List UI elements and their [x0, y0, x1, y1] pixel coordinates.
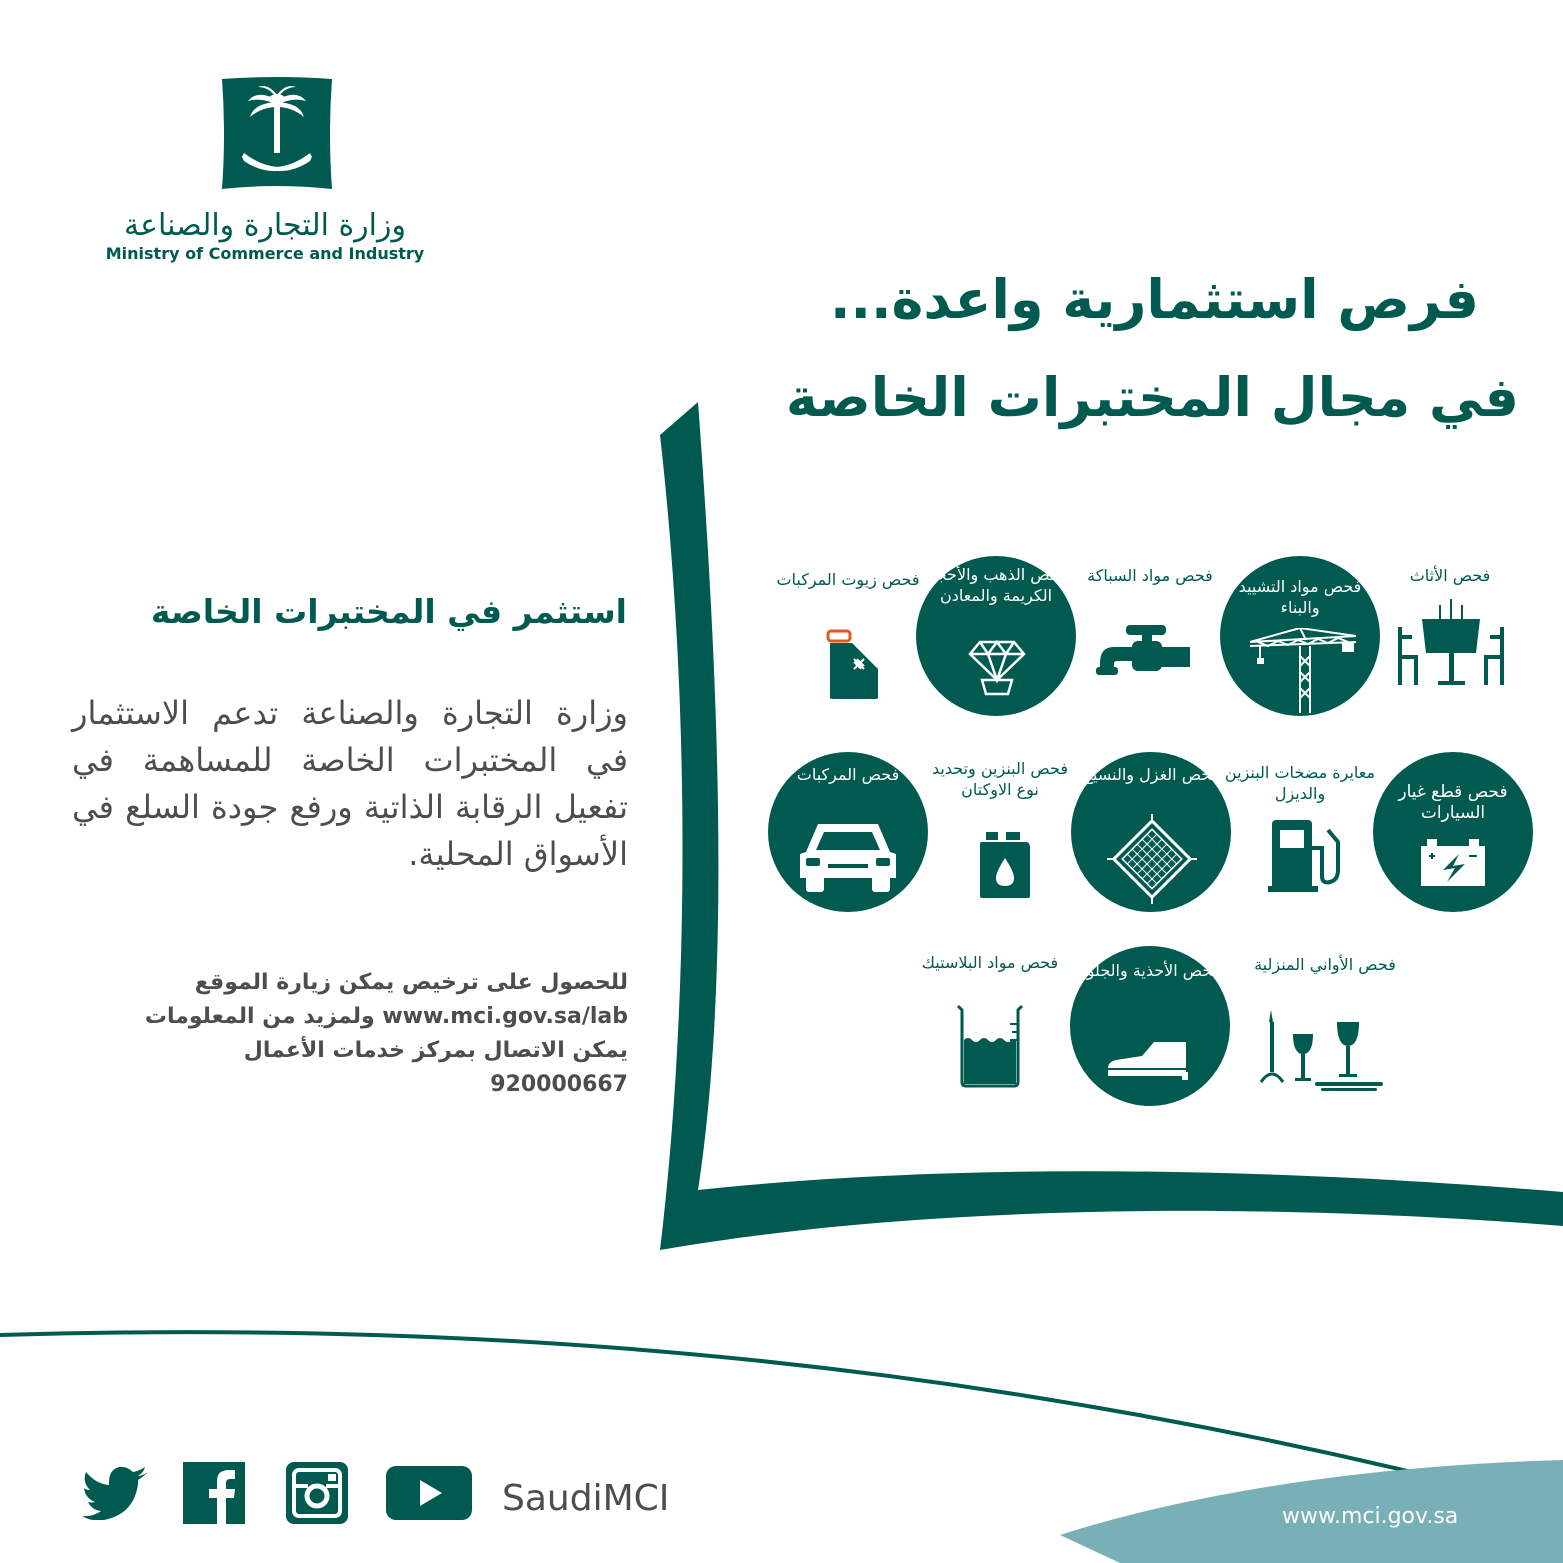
- faucet-icon: [1096, 619, 1196, 689]
- contact-line: للحصول على ترخيص يمكن زيارة الموقع: [194, 970, 628, 995]
- item-household-utensils: [1245, 948, 1405, 1108]
- item-shoes-leather: [1070, 946, 1230, 1106]
- shoe-icon: [1106, 1042, 1192, 1082]
- instagram-icon[interactable]: [286, 1462, 348, 1524]
- item-textiles: [1071, 752, 1231, 912]
- item-plastics: [910, 948, 1070, 1108]
- item-label: فحص زيوت المركبات: [776, 570, 920, 589]
- headline-line-1: فرص استثمارية واعدة...: [829, 268, 1479, 331]
- item-label: فحص قطع غيار السيارات: [1398, 782, 1508, 823]
- contact-line: يمكن الاتصال بمركز خدمات الأعمال: [243, 1038, 628, 1063]
- furniture-icon: [1396, 597, 1506, 687]
- tableware-icon: [1259, 1010, 1383, 1094]
- item-label: فحص الأواني المنزلية: [1254, 955, 1396, 974]
- item-construction: [1220, 556, 1380, 716]
- item-label: معايرة مضخات البنزين والديزل: [1224, 763, 1376, 803]
- fabric-icon: [1107, 814, 1197, 904]
- item-label: فحص الأحذية والجلود: [1079, 961, 1221, 980]
- social-handle[interactable]: SaudiMCI: [502, 1478, 670, 1519]
- item-label: فحص مواد السباكة: [1087, 566, 1213, 585]
- facebook-icon[interactable]: [183, 1462, 245, 1524]
- item-label: فحص مواد البلاستيك: [921, 953, 1059, 972]
- ministry-name-arabic: وزارة التجارة والصناعة: [124, 208, 406, 243]
- twitter-icon[interactable]: [82, 1466, 150, 1520]
- fuel-pump-icon: [1268, 818, 1348, 894]
- battery-icon: [1417, 836, 1489, 888]
- contact-link-line[interactable]: www.mci.gov.sa/lab ولمزيد من المعلومات: [144, 1004, 628, 1029]
- item-fuel-pumps: [1220, 752, 1380, 912]
- section-subtitle: استثمر في المختبرات الخاصة: [150, 592, 627, 631]
- car-icon: [798, 818, 898, 894]
- oil-can-icon: [824, 629, 884, 701]
- diamond-icon: [968, 640, 1026, 696]
- beaker-icon: [954, 1004, 1028, 1088]
- item-gasoline-octane: [920, 752, 1080, 912]
- youtube-icon[interactable]: [386, 1466, 472, 1520]
- item-gold-gems: [916, 556, 1076, 716]
- ministry-name-english: Ministry of Commerce and Industry: [105, 244, 425, 263]
- item-furniture: [1370, 555, 1530, 715]
- item-label: فحص الذهب والأحجار الكريمة والمعادن: [924, 565, 1068, 605]
- intro-paragraph: وزارة التجارة والصناعة تدعم الاستثمار في المختبرات الخاصة للمساهمة في تفعيل الرقابة الذاتية ورفع جودة السلع في الأسواق المحلية.: [72, 694, 628, 873]
- headline-line-2: في مجال المختبرات الخاصة: [785, 366, 1519, 429]
- item-plumbing: [1070, 555, 1230, 715]
- item-vehicle-oils: [768, 555, 928, 715]
- item-vehicles: [768, 752, 928, 912]
- palm-swords-emblem-icon: [218, 75, 336, 193]
- item-label: فحص الأثاث: [1409, 566, 1491, 585]
- website-link[interactable]: www.mci.gov.sa: [1282, 1504, 1459, 1529]
- contact-phone: 920000667: [490, 1072, 628, 1097]
- item-label: فحص المركبات: [796, 765, 900, 784]
- fuel-drop-icon: [978, 832, 1032, 900]
- item-label: فحص الغزل والنسيج: [1082, 765, 1220, 784]
- contact-info: [72, 966, 628, 1102]
- item-label: فحص مواد التشييد والبناء: [1238, 577, 1362, 617]
- item-auto-parts: [1373, 752, 1533, 912]
- item-label: فحص البنزين وتحديد نوع الاوكتان: [932, 759, 1068, 799]
- crane-icon: [1248, 628, 1358, 713]
